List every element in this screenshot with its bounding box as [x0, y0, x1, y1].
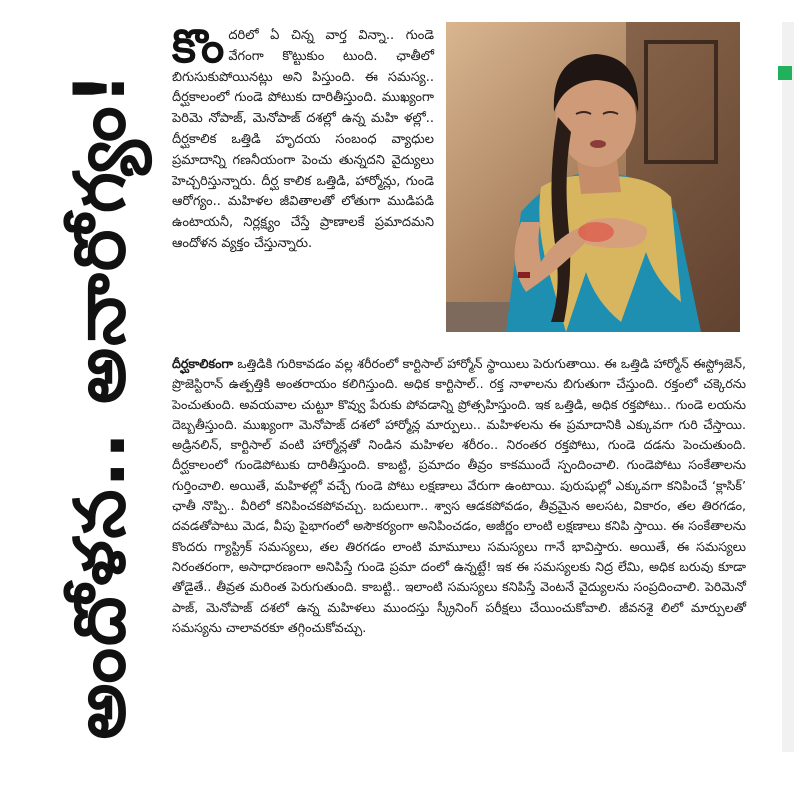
body-lead-word: దీర్ఘకాలికంగా	[172, 356, 234, 371]
article-photo	[446, 22, 740, 332]
headline-text: అందోళన.. అనారోగ్యం!	[58, 70, 141, 740]
green-marker-icon	[778, 66, 792, 80]
woman-chest-pain-photo	[446, 22, 740, 332]
drop-cap: కొం	[172, 19, 225, 73]
lead-text: దరిలో ఏ చిన్న వార్త విన్నా.. గుండె వేగంగా కొట్టుకుం టుంది. ఛాతీలో బిగుసుకుపోయినట్లు అని పిస్తుంది. ఈ సమస్య.. దీర్ఘకాలంలో గుండె పోటుకు దారితీస్తుంది. ముఖ్యంగా పెరిమె నోపాజ్, మెనోపాజ్ దశల్లో ఉన్న మహి ళల్లో.. దీర్ఘకాలిక ఒత్తిడి హృదయ సంబంధ వ్యాధుల ప్రమాదాన్ని గణనీయంగా పెంచు తున్నదని వైద్యులు హెచ్చరిస్తున్నారు. దీర్ఘ కాలిక ఒత్తిడి, హార్మోన్లు, గుండె ఆరోగ్యం.. మహిళల జీవితాలతో లోతుగా ముడిపడి ఉంటాయనీ, నిర్లక్ష్యం చేస్తే ప్రాణాలకే ప్రమాదమని ఆందోళన వ్యక్తం చేస్తున్నారు.	[172, 28, 434, 251]
side-rule	[782, 22, 794, 752]
body-paragraph: ఒత్తిడికి గురికావడం వల్ల శరీరంలో కార్టిసాల్ హార్మోన్ స్థాయిలు పెరుగుతాయి. ఈ ఒత్తిడి హార్మోన్ ఈస్ట్రోజెన్, ప్రొజెస్టిరాన్ ఉత్పత్తికి అంతరాయం కలిగిస్తుంది. అధిక కార్టిసాల్.. రక్త నాళాలను బిగుతుగా చేస్తుంది. రక్తంలో చక్కెరను పెంచుతుంది. అవయవాల చుట్టూ కొవ్వు పేరుకు పోవడాన్ని ప్రోత్సహిస్తుంది. ఇక ఒత్తిడి, అధిక రక్తపోటు.. గుండె లయను దెబ్బతీస్తుంది. ముఖ్యంగా మెనోపాజ్ దశలో హార్మోన్ల మార్పులు.. మహిళలను ఈ ప్రమాదానికి ఎక్కువగా గురి చేస్తాయి. అడ్రినలిన్, కార్టిసాల్ వంటి హార్మోన్లతో నిండిన మహిళల శరీరం.. నిరంతర రక్తపోటు, గుండె దడను పెంచుతుంది. దీర్ఘకాలంలో గుండెపోటుకు దారితీస్తుంది. కాబట్టి, ప్రమాదం తీవ్రం కాకముందే స్పందించాలి. గుండెపోటు సంకేతాలను గుర్తించాలి. అయితే, మహిళల్లో వచ్చే గుండె పోటు లక్షణాలు వేరుగా ఉంటాయి. పురుషుల్లో ఎక్కువగా కనిపించే ‘క్లాసిక్’ ఛాతీ నొప్పి.. వీరిలో కనిపించకపోవచ్చు. బదులుగా.. శ్వాస ఆడకపోవడం, తీవ్రమైన అలసట, వికారం, తల తిరగడం, దవడతోపాటు మెడ, వీపు పైభాగంలో అసౌకర్యంగా అనిపించడం, అజీర్ణం లాంటి లక్షణాలు కనిపి స్తాయి. ఈ సంకేతాలను కొందరు గ్యాస్ట్రిక్ సమస్యలు, తల తిరగడం లాంటి మామూలు సమస్యలు గానే భావిస్తారు. అయితే, ఈ సమస్యలు నిరంతరంగా, అసాధారణంగా అనిపిస్తే గుండె ప్రమా దంలో ఉన్నట్టే! ఇక ఈ సమస్యలకు నిద్ర లేమి, అధిక బరువు కూడా తోడైతే.. తీవ్రత మరింత పెరుగుతుంది. కాబట్టి.. ఇలాంటి సమస్యలు కనిపిస్తే వెంటనే వైద్యులను సంప్రదించాలి. పెరిమెనో పాజ్, మెనోపాజ్ దశలో ఉన్న మహిళలు ముందస్తు స్క్రీనింగ్ పరీక్షలు చేయించుకోవాలి. జీవనశై లిలో మార్పులతో సమస్యను చాలావరకూ తగ్గించుకోవచ్చు.	[172, 356, 746, 635]
body-text	[172, 354, 746, 638]
vertical-headline	[58, 20, 158, 790]
lead-paragraph	[172, 19, 434, 255]
